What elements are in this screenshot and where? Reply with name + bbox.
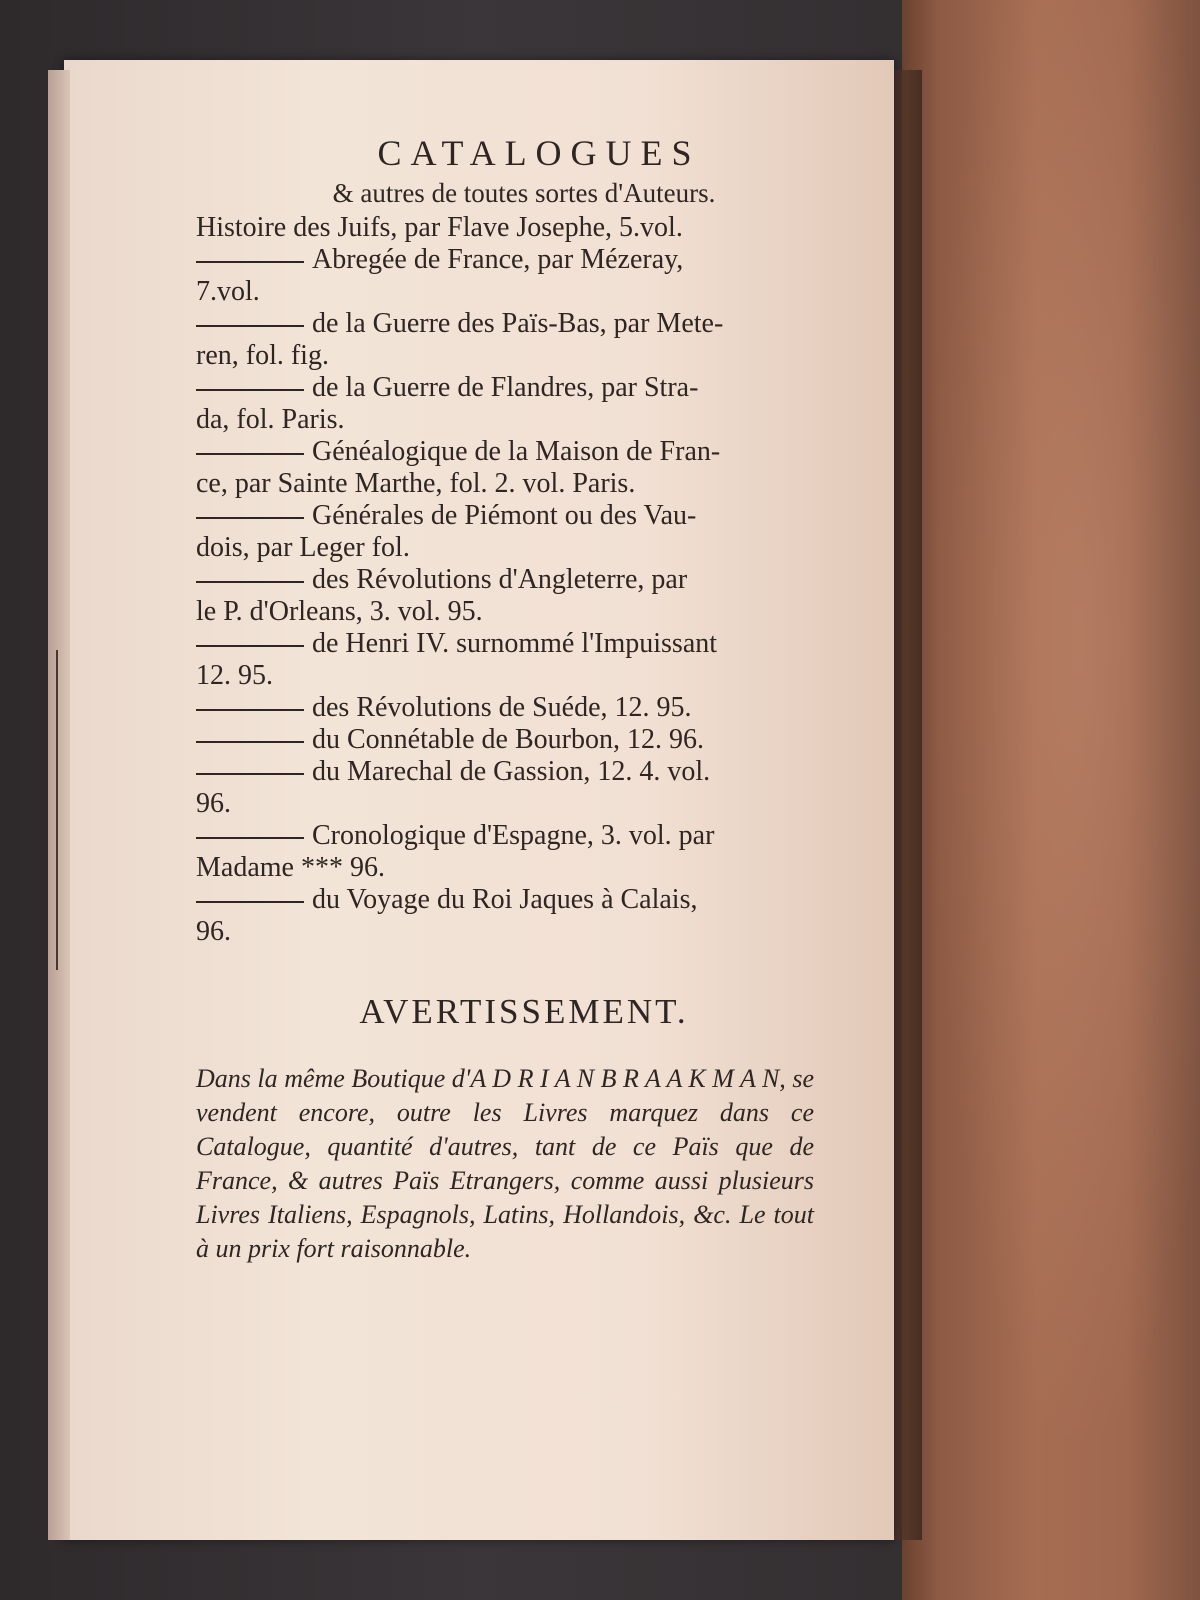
ditto-dash <box>196 453 304 455</box>
ditto-dash <box>196 741 304 743</box>
catalogue-entry: Cronologique d'Espagne, 3. vol. par Madame *** 96. <box>196 820 715 883</box>
ditto-dash <box>196 581 304 583</box>
catalogue-entry: de Henri IV. surnommé l'Impuissant 12. 95. <box>196 628 718 691</box>
ditto-dash <box>196 709 304 711</box>
catalogue-entry: des Révolutions de Suéde, 12. 95. <box>234 692 814 724</box>
catalogue-entry: Abregée de France, par Mézeray, 7.vol. <box>196 244 684 307</box>
ditto-dash <box>196 517 304 519</box>
page-text <box>196 130 814 1266</box>
catalogue-entry: du Voyage du Roi Jaques à Calais, 96. <box>196 884 698 947</box>
catalogue-entry: Histoire des Juifs, par Flave Josephe, 5.vol. <box>196 212 683 243</box>
catalogue-entry: du Marechal de Gassion, 12. 4. vol. 96. <box>196 756 711 819</box>
ditto-dash <box>196 645 304 647</box>
notice-paragraph: Dans la même Boutique d'A D R I A N B R A A K M A N, se vendent encore, outre les Livres marquez dans ce Catalogue, quantité d'autres, tant de ce Païs que de France, & autres Païs Etrangers, comme aussi plusieurs Livres Italiens, Espagnols, Latins, Hollandois, &c. Le tout à un prix fort raisonnable. <box>196 1064 814 1263</box>
catalogue-entry: du Connétable de Bourbon, 12. 96. <box>234 724 814 756</box>
facing-page <box>902 0 1200 1600</box>
ditto-dash <box>196 261 304 263</box>
page-heading: CATALOGUES <box>377 133 701 173</box>
ditto-dash <box>196 837 304 839</box>
ditto-dash <box>196 773 304 775</box>
catalogue-entry: des Révolutions d'Angleterre, par le P. d'Orleans, 3. vol. 95. <box>196 564 688 627</box>
ditto-dash <box>196 325 304 327</box>
catalogue-entry: de la Guerre de Flandres, par Stra- da, fol. Paris. <box>196 372 699 435</box>
margin-rule <box>56 650 58 970</box>
notice-title: AVERTISSEMENT. <box>359 992 689 1031</box>
catalogue-page <box>64 60 894 1540</box>
ditto-dash <box>196 389 304 391</box>
catalogue-entry: Généalogique de la Maison de Fran- ce, par Sainte Marthe, fol. 2. vol. Paris. <box>196 436 721 499</box>
page-subheading: & autres de toutes sortes d'Auteurs. <box>332 178 716 208</box>
catalogue-entry: Générales de Piémont ou des Vau- dois, par Leger fol. <box>196 500 697 563</box>
catalogue-entry: de la Guerre des Païs-Bas, par Mete- ren, fol. fig. <box>196 308 724 371</box>
ditto-dash <box>196 901 304 903</box>
